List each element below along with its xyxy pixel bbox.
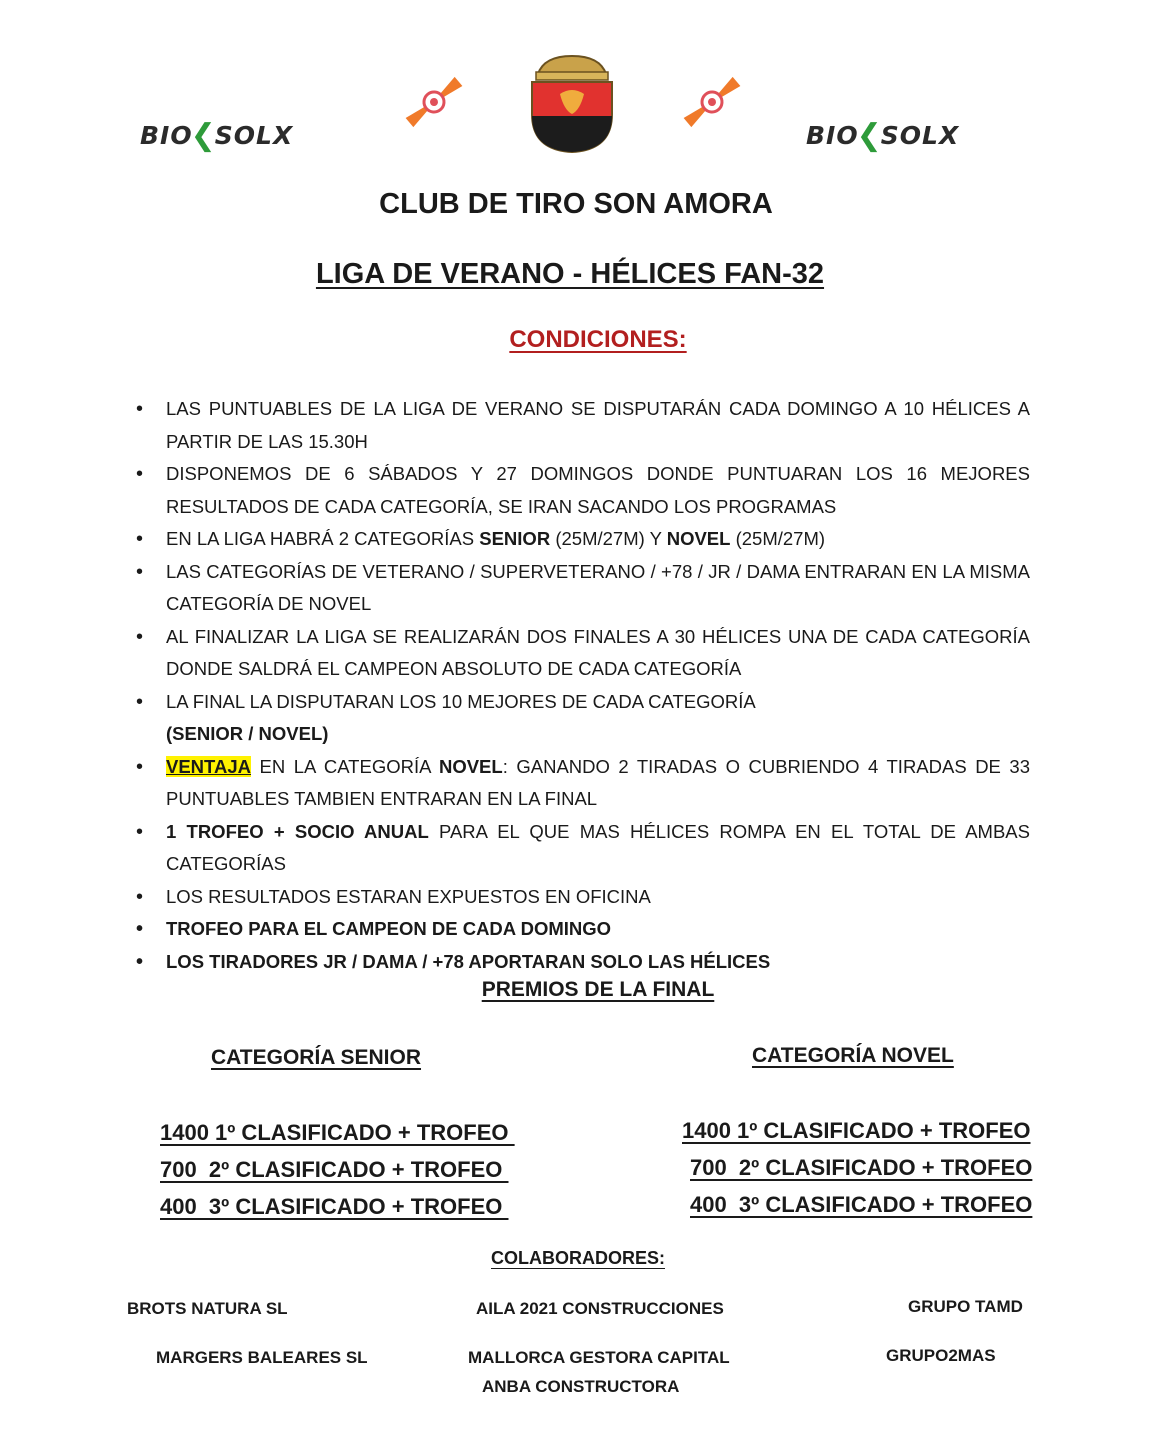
swoosh-icon: ❮ <box>856 118 883 153</box>
list-item: • LAS PUNTUABLES DE LA LIGA DE VERANO SE DISPUTARÁN CADA DOMINGO A 10 HÉLICES A PARTIR DE LAS 15.30H <box>130 393 1030 458</box>
list-item: • VENTAJA EN LA CATEGORÍA NOVEL: GANANDO 2 TIRADAS O CUBRIENDO 4 TIRADAS DE 33 PUNTUABLES TAMBIEN ENTRARAN EN LA FINAL <box>130 751 1030 816</box>
swoosh-icon: ❮ <box>190 118 217 153</box>
list-item: • LOS TIRADORES JR / DAMA / +78 APORTARAN SOLO LAS HÉLICES <box>130 946 1030 979</box>
page-title: CLUB DE TIRO SON AMORA <box>379 188 773 220</box>
senior-prize-1: 1400 1º CLASIFICADO + TROFEO <box>160 1120 515 1145</box>
list-item: • LOS RESULTADOS ESTARAN EXPUESTOS EN OFICINA <box>130 881 1030 914</box>
prizes-heading: PREMIOS DE LA FINAL <box>481 978 715 1001</box>
club-crest-icon <box>524 52 620 156</box>
conditions-heading: CONDICIONES: <box>509 326 687 353</box>
highlight-ventaja: VENTAJA <box>166 755 251 777</box>
novel-prize-2: 700 2º CLASIFICADO + TROFEO <box>690 1155 1033 1180</box>
propeller-icon <box>676 66 748 138</box>
list-item: • DISPONEMOS DE 6 SÁBADOS Y 27 DOMINGOS DONDE PUNTUARAN LOS 16 MEJORES RESULTADOS DE CADA CATEGORÍA, SE IRAN SACANDO LOS PROGRAMAS <box>130 458 1030 523</box>
collaborators-heading: COLABORADORES: <box>491 1248 665 1268</box>
novel-heading: CATEGORÍA NOVEL <box>752 1044 954 1067</box>
collaborator-item: MARGERS BALEARES SL <box>156 1348 368 1367</box>
novel-prize-3: 400 3º CLASIFICADO + TROFEO <box>690 1192 1033 1217</box>
list-item: • LAS CATEGORÍAS DE VETERANO / SUPERVETERANO / +78 / JR / DAMA ENTRARAN EN LA MISMA CATEGORÍA DE NOVEL <box>130 556 1030 621</box>
list-item: • TROFEO PARA EL CAMPEON DE CADA DOMINGO <box>130 913 1030 946</box>
collaborator-item: AILA 2021 CONSTRUCCIONES <box>476 1299 724 1318</box>
collaborator-item: ANBA CONSTRUCTORA <box>482 1377 680 1396</box>
collaborator-item: GRUPO TAMD <box>908 1297 1023 1316</box>
list-item: • 1 TROFEO + SOCIO ANUAL PARA EL QUE MAS HÉLICES ROMPA EN EL TOTAL DE AMBAS CATEGORÍAS <box>130 816 1030 881</box>
page-subtitle: LIGA DE VERANO - HÉLICES FAN-32 <box>315 258 825 290</box>
list-item: • EN LA LIGA HABRÁ 2 CATEGORÍAS SENIOR (25M/27M) Y NOVEL (25M/27M) <box>130 523 1030 556</box>
senior-prize-2: 700 2º CLASIFICADO + TROFEO <box>160 1157 509 1182</box>
collaborator-item: MALLORCA GESTORA CAPITAL <box>468 1348 730 1367</box>
biosolx-logo-right: BIO ❮ SOLX <box>806 118 960 153</box>
collaborator-item: BROTS NATURA SL <box>127 1299 288 1318</box>
novel-prize-1: 1400 1º CLASIFICADO + TROFEO <box>682 1118 1031 1143</box>
collaborator-item: GRUPO2MAS <box>886 1346 996 1365</box>
senior-prize-3: 400 3º CLASIFICADO + TROFEO <box>160 1194 509 1219</box>
senior-heading: CATEGORÍA SENIOR <box>211 1046 422 1069</box>
list-item: • AL FINALIZAR LA LIGA SE REALIZARÁN DOS FINALES A 30 HÉLICES UNA DE CADA CATEGORÍA DONDE SALDRÁ EL CAMPEON ABSOLUTO DE CADA CATEGORÍA <box>130 621 1030 686</box>
biosolx-logo-left: BIO ❮ SOLX <box>140 118 294 153</box>
propeller-icon <box>398 66 470 138</box>
list-item: • LA FINAL LA DISPUTARAN LOS 10 MEJORES DE CADA CATEGORÍA (SENIOR / NOVEL) <box>130 686 1030 751</box>
conditions-list <box>130 393 1030 978</box>
